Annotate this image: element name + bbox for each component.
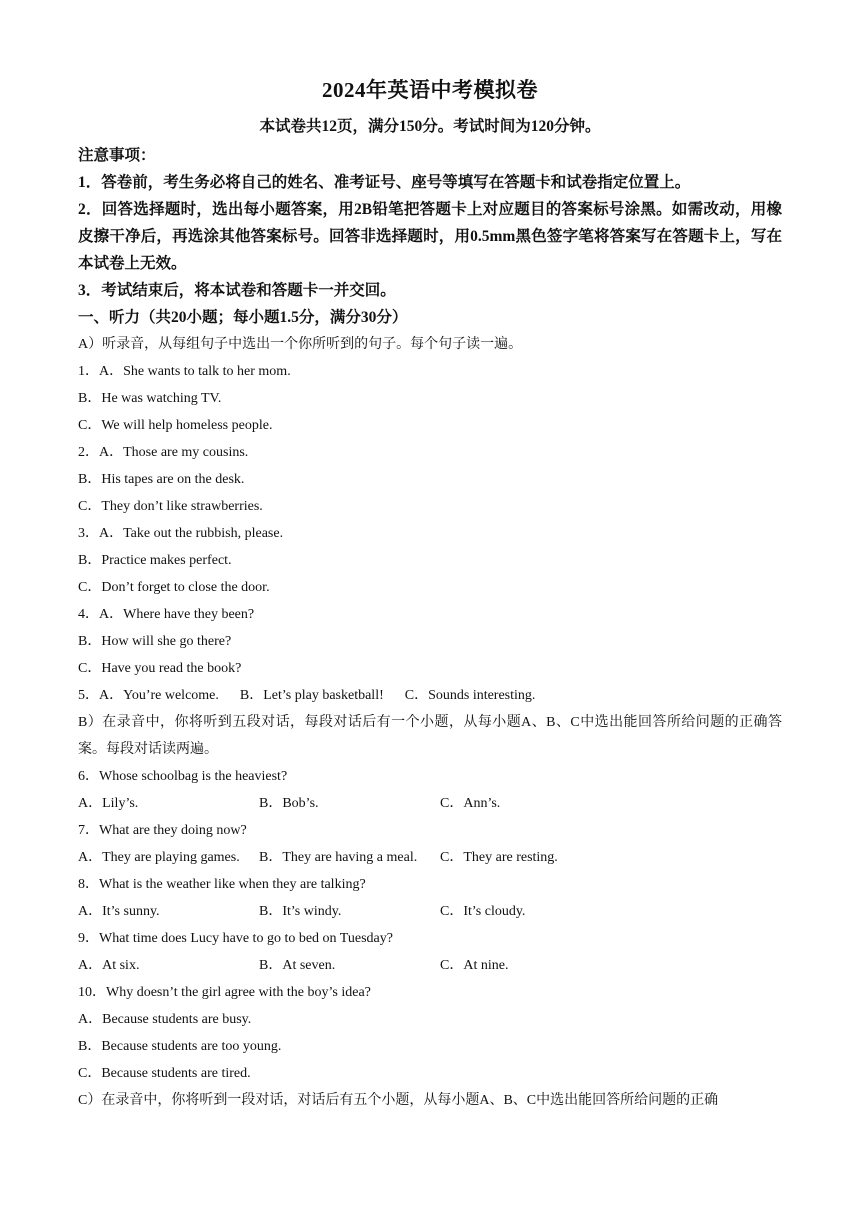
question-line: 8．What is the weather like when they are talking?	[78, 877, 366, 892]
option-line: C．They don’t like strawberries.	[78, 499, 263, 514]
option-line: C．Don’t forget to close the door.	[78, 580, 270, 595]
page-title: 2024年英语中考模拟卷	[322, 78, 538, 102]
option-b: B．It’s windy.	[259, 904, 342, 919]
option-a: A．They are playing games.	[78, 850, 240, 865]
question-line: 2．A．Those are my cousins.	[78, 445, 249, 460]
section-heading: 一、听力（共20小题；每小题1.5分，满分30分）	[78, 309, 408, 326]
notice-item: 2．回答选择题时，选出每小题答案，用2B铅笔把答题卡上对应题目的答案标号涂黑。如需改动，用橡皮擦干净后，再选涂其他答案标号。回答非选择题时，用0.5mm黑色签字笔将答案写在答题卡上，写在本试卷上无效。	[78, 201, 782, 272]
question-line: 1．A．She wants to talk to her mom.	[78, 364, 291, 379]
option-c: C．Ann’s.	[440, 796, 501, 811]
options-row	[78, 952, 782, 979]
option-line: C．We will help homeless people.	[78, 418, 273, 433]
option-a: A．It’s sunny.	[78, 904, 160, 919]
option-line: B．How will she go there?	[78, 634, 232, 649]
options-row	[78, 790, 782, 817]
exam-body	[78, 142, 782, 1114]
question-line: 10．Why doesn’t the girl agree with the boy’s idea?	[78, 985, 371, 1000]
notice-heading: 注意事项：	[78, 147, 156, 164]
question-line: 7．What are they doing now?	[78, 823, 247, 838]
option-a: A．Lily’s.	[78, 796, 139, 811]
option-line: A．Because students are busy.	[78, 1012, 252, 1027]
question-line: 4．A．Where have they been?	[78, 607, 255, 622]
option-b: B．Bob’s.	[259, 796, 319, 811]
question-line: 3．A．Take out the rubbish, please.	[78, 526, 284, 541]
option-a: A．At six.	[78, 958, 140, 973]
option-line: B．He was watching TV.	[78, 391, 222, 406]
options-row	[78, 898, 782, 925]
option-c: C．It’s cloudy.	[440, 904, 526, 919]
notice-item: 3．考试结束后，将本试卷和答题卡一并交回。	[78, 282, 396, 299]
question-line: 5．A．You’re welcome. B．Let’s play basketball! C．Sounds interesting.	[78, 688, 536, 703]
part-a-instruction: A）听录音，从每组句子中选出一个你所听到的句子。每个句子读一遍。	[78, 337, 523, 352]
option-line: B．Because students are too young.	[78, 1039, 282, 1054]
option-b: B．They are having a meal.	[259, 850, 418, 865]
page-subtitle: 本试卷共12页，满分150分。考试时间为120分钟。	[259, 118, 601, 135]
option-line: B．Practice makes perfect.	[78, 553, 232, 568]
option-c: C．They are resting.	[440, 850, 558, 865]
part-c-instruction: C）在录音中，你将听到一段对话，对话后有五个小题，从每小题A、B、C中选出能回答所给问题的正确	[78, 1093, 719, 1108]
question-line: 6．Whose schoolbag is the heaviest?	[78, 769, 288, 784]
option-line: C．Have you read the book?	[78, 661, 242, 676]
option-line: B．His tapes are on the desk.	[78, 472, 245, 487]
option-line: C．Because students are tired.	[78, 1066, 251, 1081]
notice-item: 1．答卷前，考生务必将自己的姓名、准考证号、座号等填写在答题卡和试卷指定位置上。	[78, 174, 691, 191]
option-c: C．At nine.	[440, 958, 509, 973]
option-b: B．At seven.	[259, 958, 336, 973]
question-line: 9．What time does Lucy have to go to bed on Tuesday?	[78, 931, 393, 946]
part-b-instruction: B）在录音中，你将听到五段对话，每段对话后有一个小题，从每小题A、B、C中选出能回答所给问题的正确答案。每段对话读两遍。	[78, 715, 782, 757]
options-row	[78, 844, 782, 871]
